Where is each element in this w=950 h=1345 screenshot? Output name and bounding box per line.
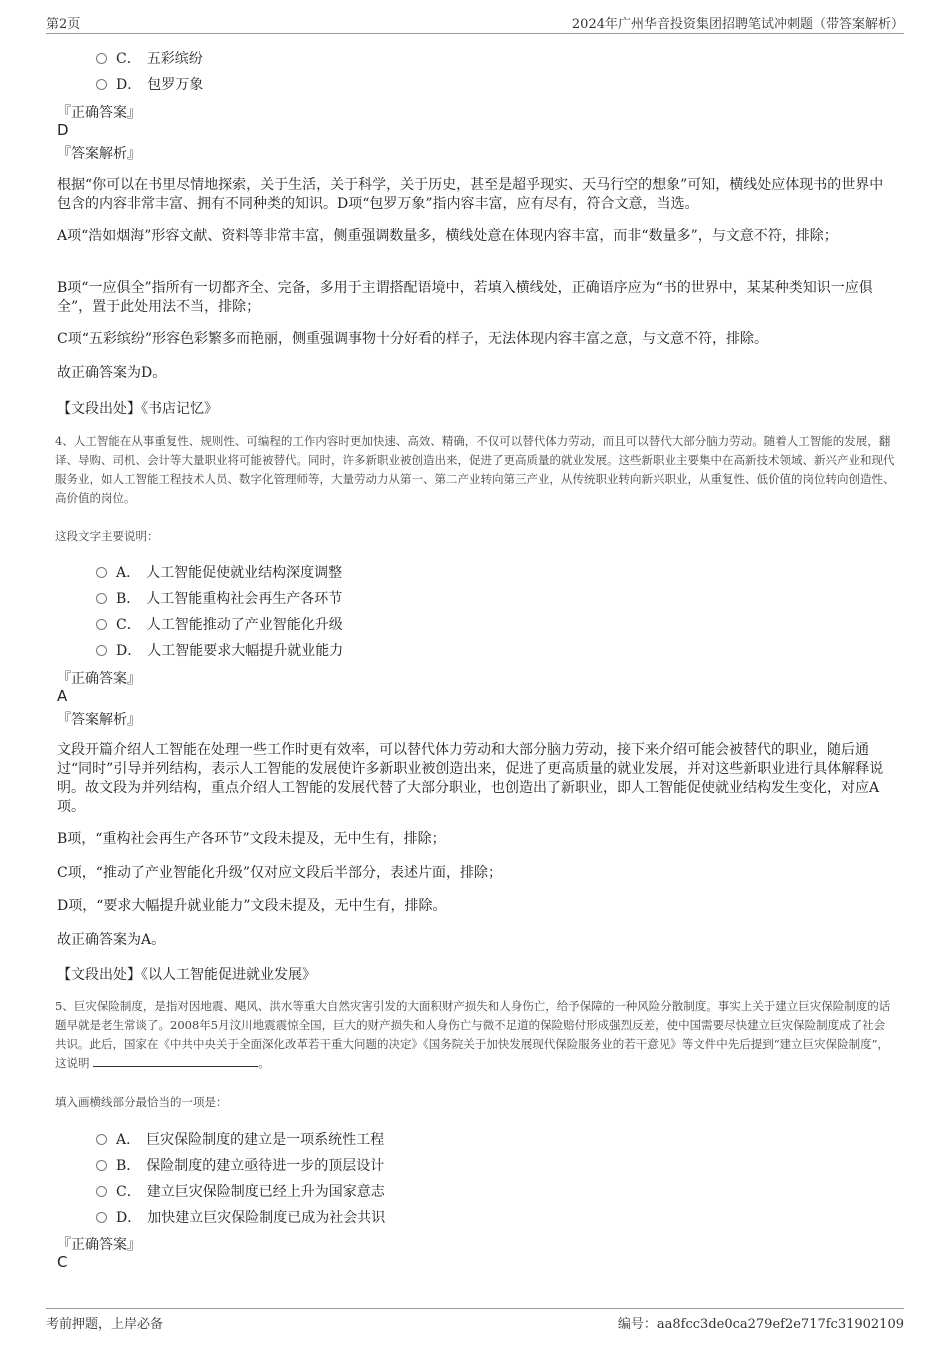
- q5-option-d[interactable]: D． 加快建立巨灾保险制度已成为社会共识: [96, 1207, 385, 1227]
- q4-option-c[interactable]: C． 人工智能推动了产业智能化升级: [96, 614, 343, 634]
- q5-answer-label: 『正确答案』: [57, 1237, 141, 1253]
- radio-icon[interactable]: [96, 645, 107, 656]
- header-divider: [46, 33, 904, 34]
- q4-analysis-para-2: B项，“重构社会再生产各环节”文段未提及，无中生有，排除；: [57, 831, 446, 847]
- q4-analysis-para-1: 文段开篇介绍人工智能在处理一些工作时更有效率，可以替代体力劳动和大部分脑力劳动，接下来介绍可能会被替代的职业，随后通过“同时”引导并列结构，表示人工智能的发展使许多新职业被创造出来，促进了更高质量的就业发展，并对这些新职业进行具体解释说明。故文段为并列结构，重点介绍人工智能的发展代替了大部分职业，也创造出了新职业，即人工智能促使就业结构发生变化，对应A项。: [57, 742, 884, 815]
- document-code: 编号：aa8fcc3de0ca279ef2e717fc31902109: [617, 1317, 904, 1332]
- q4-option-d[interactable]: D． 人工智能要求大幅提升就业能力: [96, 640, 343, 660]
- radio-icon[interactable]: [96, 1186, 107, 1197]
- q4-stem: 4、人工智能在从事重复性、规则性、可编程的工作内容时更加快速、高效、精确，不仅可以替代体力劳动，而且可以替代大部分脑力劳动。随着人工智能的发展，翻译、导购、司机、会计等大量职业将可能被替代。同时，许多新职业被创造出来，促进了更高质量的就业发展。这些新职业主要集中在高新技术领域、新兴产业和现代服务业，如人工智能工程技术人员、数字化管理师等，大量劳动力从第一、第二产业转向第三产业，从传统职业转向新兴职业，从重复性、低价值的岗位转向创造性、高价值的岗位。: [55, 434, 895, 505]
- radio-icon[interactable]: [96, 79, 107, 90]
- q3-analysis-para-1: 根据“你可以在书里尽情地探索，关于生活，关于科学，关于历史，甚至是超乎现实、天马行空的想象”可知，横线处应体现书的世界中包含的内容非常丰富、拥有不同种类的知识。D项“包罗万象”指内容丰富，应有尽有，符合文意，当选。: [57, 177, 884, 212]
- q4-answer-label: 『正确答案』: [57, 671, 141, 687]
- q4-answer: A: [57, 687, 68, 705]
- document-title: 2024年广州华音投资集团招聘笔试冲刺题（带答案解析）: [571, 17, 904, 32]
- q3-analysis-para-3: B项“一应俱全”指所有一切都齐全、完备，多用于主谓搭配语境中，若填入横线处，正确语序应为“书的世界中，某某种类知识一应俱全”，置于此处用法不当，排除；: [57, 280, 873, 315]
- q3-analysis-conclusion: 故正确答案为D。: [57, 365, 167, 381]
- q5-stem: 5、巨灾保险制度，是指对因地震、飓风、洪水等重大自然灾害引发的大面积财产损失和人身伤亡，给予保障的一种风险分散制度。事实上关于建立巨灾保险制度的话题早就是老生常谈了。2008年5月汶川地震震惊全国，巨大的财产损失和人身伤亡与微不足道的保险赔付形成强烈反差，使中国需要尽快建立巨灾保险制度成了社会共识。此后，国家在《中共中央关于全面深化改革若干重大问题的决定》《国务院关于加快发展现代保险服务业的若干意见》等文件中先后提到“建立巨灾保险制度”，这说明 。: [55, 999, 891, 1070]
- q4-option-b[interactable]: B． 人工智能重构社会再生产各环节: [96, 588, 342, 608]
- q3-answer: D: [57, 121, 69, 139]
- q4-analysis-para-4: D项，“要求大幅提升就业能力”文段未提及，无中生有，排除。: [57, 898, 447, 914]
- footer-slogan: 考前押题，上岸必备: [46, 1317, 164, 1332]
- q5-option-c[interactable]: C． 建立巨灾保险制度已经上升为国家意志: [96, 1181, 385, 1201]
- radio-icon[interactable]: [96, 1134, 107, 1145]
- q5-option-a[interactable]: A． 巨灾保险制度的建立是一项系统性工程: [96, 1129, 384, 1149]
- q3-option-d[interactable]: D． 包罗万象: [96, 74, 203, 94]
- q5-option-b[interactable]: B． 保险制度的建立亟待进一步的顶层设计: [96, 1155, 384, 1175]
- q4-prompt: 这段文字主要说明：: [55, 529, 159, 543]
- radio-icon[interactable]: [96, 567, 107, 578]
- answer-blank: [93, 1056, 258, 1067]
- q4-source: 【文段出处】《以人工智能促进就业发展》: [57, 967, 316, 983]
- q3-analysis-para-2: A项“浩如烟海”形容文献、资料等非常丰富，侧重强调数量多，横线处意在体现内容丰富，而非“数量多”，与文意不符，排除；: [57, 228, 838, 244]
- q3-option-c[interactable]: C． 五彩缤纷: [96, 48, 203, 68]
- q3-analysis-label: 『答案解析』: [57, 146, 141, 162]
- q3-source: 【文段出处】《书店记忆》: [57, 401, 218, 417]
- q4-analysis-para-3: C项，“推动了产业智能化升级”仅对应文段后半部分，表述片面，排除；: [57, 865, 503, 881]
- footer-divider: [46, 1308, 904, 1309]
- q5-answer: C: [57, 1253, 68, 1271]
- radio-icon[interactable]: [96, 619, 107, 630]
- radio-icon[interactable]: [96, 593, 107, 604]
- q4-option-a[interactable]: A． 人工智能促使就业结构深度调整: [96, 562, 342, 582]
- q4-analysis-label: 『答案解析』: [57, 712, 141, 728]
- radio-icon[interactable]: [96, 1212, 107, 1223]
- q5-prompt: 填入画横线部分最恰当的一项是：: [55, 1095, 228, 1109]
- radio-icon[interactable]: [96, 53, 107, 64]
- q4-analysis-conclusion: 故正确答案为A。: [57, 932, 166, 948]
- q3-analysis-para-4: C项“五彩缤纷”形容色彩繁多而艳丽，侧重强调事物十分好看的样子，无法体现内容丰富之意，与文意不符，排除。: [57, 331, 769, 347]
- radio-icon[interactable]: [96, 1160, 107, 1171]
- page-number: 第2页: [46, 17, 81, 32]
- q3-answer-label: 『正确答案』: [57, 105, 141, 121]
